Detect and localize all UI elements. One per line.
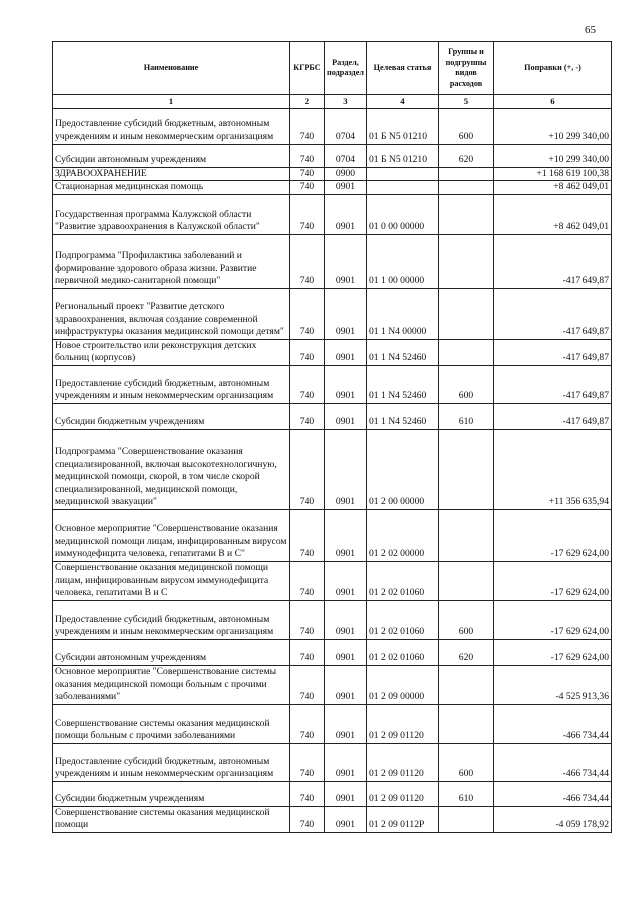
row-target: 01 1 00 00000 <box>367 234 439 288</box>
row-kgrbs: 740 <box>290 234 325 288</box>
row-section: 0704 <box>325 108 367 144</box>
row-target: 01 1 N4 52460 <box>367 339 439 365</box>
row-group <box>439 339 494 365</box>
row-name: Субсидии бюджетным учреждениям <box>53 403 290 429</box>
row-kgrbs: 740 <box>290 288 325 339</box>
row-name: Основное мероприятие "Совершенствование системы оказания медицинской помощи больным с прочими заболеваниями" <box>53 665 290 704</box>
row-name: Подпрограмма "Профилактика заболеваний и формирование здорового образа жизни. Развитие первичной медико-санитарной помощи" <box>53 234 290 288</box>
header-kgrbs: КГРБС <box>290 42 325 95</box>
row-group <box>439 167 494 181</box>
row-group <box>439 234 494 288</box>
column-number: 6 <box>494 95 612 109</box>
row-kgrbs: 740 <box>290 561 325 600</box>
row-target <box>367 167 439 181</box>
row-section: 0901 <box>325 234 367 288</box>
row-kgrbs: 740 <box>290 167 325 181</box>
row-amount: -417 649,87 <box>494 339 612 365</box>
column-number: 5 <box>439 95 494 109</box>
row-group: 610 <box>439 403 494 429</box>
header-group: Группы и подгруппы видов расходов <box>439 42 494 95</box>
row-amount: +8 462 049,01 <box>494 181 612 195</box>
header-target: Целевая статья <box>367 42 439 95</box>
row-target: 01 1 N4 52460 <box>367 365 439 403</box>
row-name: Региональный проект "Развитие детского здравоохранения, включая создание современной инфраструктуры оказания медицинской помощи детям" <box>53 288 290 339</box>
row-amount: -4 059 178,92 <box>494 806 612 832</box>
row-section: 0901 <box>325 600 367 639</box>
row-amount: -17 629 624,00 <box>494 639 612 665</box>
row-kgrbs: 740 <box>290 704 325 743</box>
row-target <box>367 181 439 195</box>
table-row <box>53 743 612 781</box>
row-group <box>439 704 494 743</box>
row-group: 620 <box>439 144 494 167</box>
row-kgrbs: 740 <box>290 365 325 403</box>
row-kgrbs: 740 <box>290 806 325 832</box>
row-section: 0901 <box>325 806 367 832</box>
row-group <box>439 429 494 509</box>
table-row <box>53 194 612 234</box>
row-section: 0901 <box>325 639 367 665</box>
row-amount: -417 649,87 <box>494 403 612 429</box>
row-section: 0901 <box>325 665 367 704</box>
row-kgrbs: 740 <box>290 429 325 509</box>
table-row <box>53 365 612 403</box>
row-name: ЗДРАВООХРАНЕНИЕ <box>53 167 290 181</box>
row-target: 01 2 00 00000 <box>367 429 439 509</box>
table-header-row <box>53 42 612 95</box>
row-amount: -17 629 624,00 <box>494 561 612 600</box>
row-amount: -466 734,44 <box>494 704 612 743</box>
row-target: 01 0 00 00000 <box>367 194 439 234</box>
row-amount: -417 649,87 <box>494 365 612 403</box>
table-row <box>53 561 612 600</box>
row-kgrbs: 740 <box>290 144 325 167</box>
row-section: 0901 <box>325 429 367 509</box>
row-group: 600 <box>439 743 494 781</box>
table-row <box>53 339 612 365</box>
table-row <box>53 509 612 561</box>
row-target: 01 2 09 00000 <box>367 665 439 704</box>
column-number: 4 <box>367 95 439 109</box>
row-group <box>439 194 494 234</box>
row-amount: +10 299 340,00 <box>494 144 612 167</box>
row-name: Субсидии бюджетным учреждениям <box>53 781 290 806</box>
table-row <box>53 665 612 704</box>
row-name: Субсидии автономным учреждениям <box>53 144 290 167</box>
row-group: 610 <box>439 781 494 806</box>
row-section: 0901 <box>325 339 367 365</box>
row-group: 620 <box>439 639 494 665</box>
row-section: 0901 <box>325 561 367 600</box>
row-amount: -466 734,44 <box>494 743 612 781</box>
table-row <box>53 167 612 181</box>
row-name: Субсидии автономным учреждениям <box>53 639 290 665</box>
column-number: 1 <box>53 95 290 109</box>
row-amount: -4 525 913,36 <box>494 665 612 704</box>
row-kgrbs: 740 <box>290 781 325 806</box>
row-target: 01 2 09 01120 <box>367 704 439 743</box>
table-row <box>53 288 612 339</box>
budget-amendments-table <box>52 41 612 833</box>
row-kgrbs: 740 <box>290 194 325 234</box>
column-number: 3 <box>325 95 367 109</box>
row-kgrbs: 740 <box>290 639 325 665</box>
table-row <box>53 806 612 832</box>
row-section: 0901 <box>325 403 367 429</box>
row-target: 01 1 N4 52460 <box>367 403 439 429</box>
row-section: 0901 <box>325 194 367 234</box>
row-target: 01 2 09 0112Р <box>367 806 439 832</box>
row-section: 0901 <box>325 509 367 561</box>
header-section: Раздел, подраздел <box>325 42 367 95</box>
row-kgrbs: 740 <box>290 339 325 365</box>
header-amendments: Поправки (+, -) <box>494 42 612 95</box>
row-amount: -17 629 624,00 <box>494 600 612 639</box>
row-group <box>439 509 494 561</box>
row-kgrbs: 740 <box>290 665 325 704</box>
page-number: 65 <box>585 24 596 36</box>
row-amount: -417 649,87 <box>494 288 612 339</box>
row-amount: -17 629 624,00 <box>494 509 612 561</box>
row-kgrbs: 740 <box>290 181 325 195</box>
table-row <box>53 108 612 144</box>
row-amount: -466 734,44 <box>494 781 612 806</box>
row-target: 01 2 02 01060 <box>367 639 439 665</box>
row-section: 0704 <box>325 144 367 167</box>
table-row <box>53 639 612 665</box>
table-row <box>53 781 612 806</box>
row-group <box>439 288 494 339</box>
table-row <box>53 403 612 429</box>
row-section: 0901 <box>325 365 367 403</box>
row-kgrbs: 740 <box>290 108 325 144</box>
row-name: Совершенствование оказания медицинской помощи лицам, инфицированным вирусом иммунодефицита человека, гепатитами В и С <box>53 561 290 600</box>
row-name: Государственная программа Калужской области "Развитие здравоохранения в Калужской области" <box>53 194 290 234</box>
row-target: 01 1 N4 00000 <box>367 288 439 339</box>
header-name: Наименование <box>53 42 290 95</box>
row-target: 01 Б N5 01210 <box>367 144 439 167</box>
row-name: Предоставление субсидий бюджетным, автономным учреждениям и иным некоммерческим организациям <box>53 365 290 403</box>
table-row <box>53 704 612 743</box>
row-section: 0901 <box>325 181 367 195</box>
row-group <box>439 561 494 600</box>
row-target: 01 2 02 00000 <box>367 509 439 561</box>
table-row <box>53 144 612 167</box>
row-section: 0901 <box>325 288 367 339</box>
row-name: Предоставление субсидий бюджетным, автономным учреждениям и иным некоммерческим организациям <box>53 108 290 144</box>
row-amount: +1 168 619 100,38 <box>494 167 612 181</box>
column-number: 2 <box>290 95 325 109</box>
row-section: 0901 <box>325 743 367 781</box>
row-amount: -417 649,87 <box>494 234 612 288</box>
row-group <box>439 806 494 832</box>
row-amount: +10 299 340,00 <box>494 108 612 144</box>
row-section: 0900 <box>325 167 367 181</box>
row-name: Совершенствование системы оказания медицинской помощи больным с прочими заболеваниями <box>53 704 290 743</box>
row-group: 600 <box>439 365 494 403</box>
row-name: Совершенствование системы оказания медицинской помощи <box>53 806 290 832</box>
row-name: Подпрограмма "Совершенствование оказания специализированной, включая высокотехнологичную, медицинской помощи, скорой, в том числе скорой специализированной, медицинской помощи, медицинской эвакуации" <box>53 429 290 509</box>
row-name: Основное мероприятие "Совершенствование оказания медицинской помощи лицам, инфицированным вирусом иммунодефицита человека, гепатитами В и С" <box>53 509 290 561</box>
row-kgrbs: 740 <box>290 509 325 561</box>
table-row <box>53 181 612 195</box>
row-name: Новое строительство или реконструкция детских больниц (корпусов) <box>53 339 290 365</box>
row-kgrbs: 740 <box>290 600 325 639</box>
row-group: 600 <box>439 108 494 144</box>
row-section: 0901 <box>325 704 367 743</box>
row-section: 0901 <box>325 781 367 806</box>
column-number-row <box>53 95 612 109</box>
row-name: Предоставление субсидий бюджетным, автономным учреждениям и иным некоммерческим организациям <box>53 743 290 781</box>
row-target: 01 Б N5 01210 <box>367 108 439 144</box>
row-group: 600 <box>439 600 494 639</box>
row-kgrbs: 740 <box>290 743 325 781</box>
row-name: Предоставление субсидий бюджетным, автономным учреждениям и иным некоммерческим организациям <box>53 600 290 639</box>
row-target: 01 2 02 01060 <box>367 561 439 600</box>
row-target: 01 2 09 01120 <box>367 781 439 806</box>
table-row <box>53 429 612 509</box>
row-group <box>439 181 494 195</box>
row-target: 01 2 09 01120 <box>367 743 439 781</box>
row-amount: +11 356 635,94 <box>494 429 612 509</box>
table-row <box>53 600 612 639</box>
row-target: 01 2 02 01060 <box>367 600 439 639</box>
table-row <box>53 234 612 288</box>
row-amount: +8 462 049,01 <box>494 194 612 234</box>
row-group <box>439 665 494 704</box>
row-kgrbs: 740 <box>290 403 325 429</box>
row-name: Стационарная медицинская помощь <box>53 181 290 195</box>
